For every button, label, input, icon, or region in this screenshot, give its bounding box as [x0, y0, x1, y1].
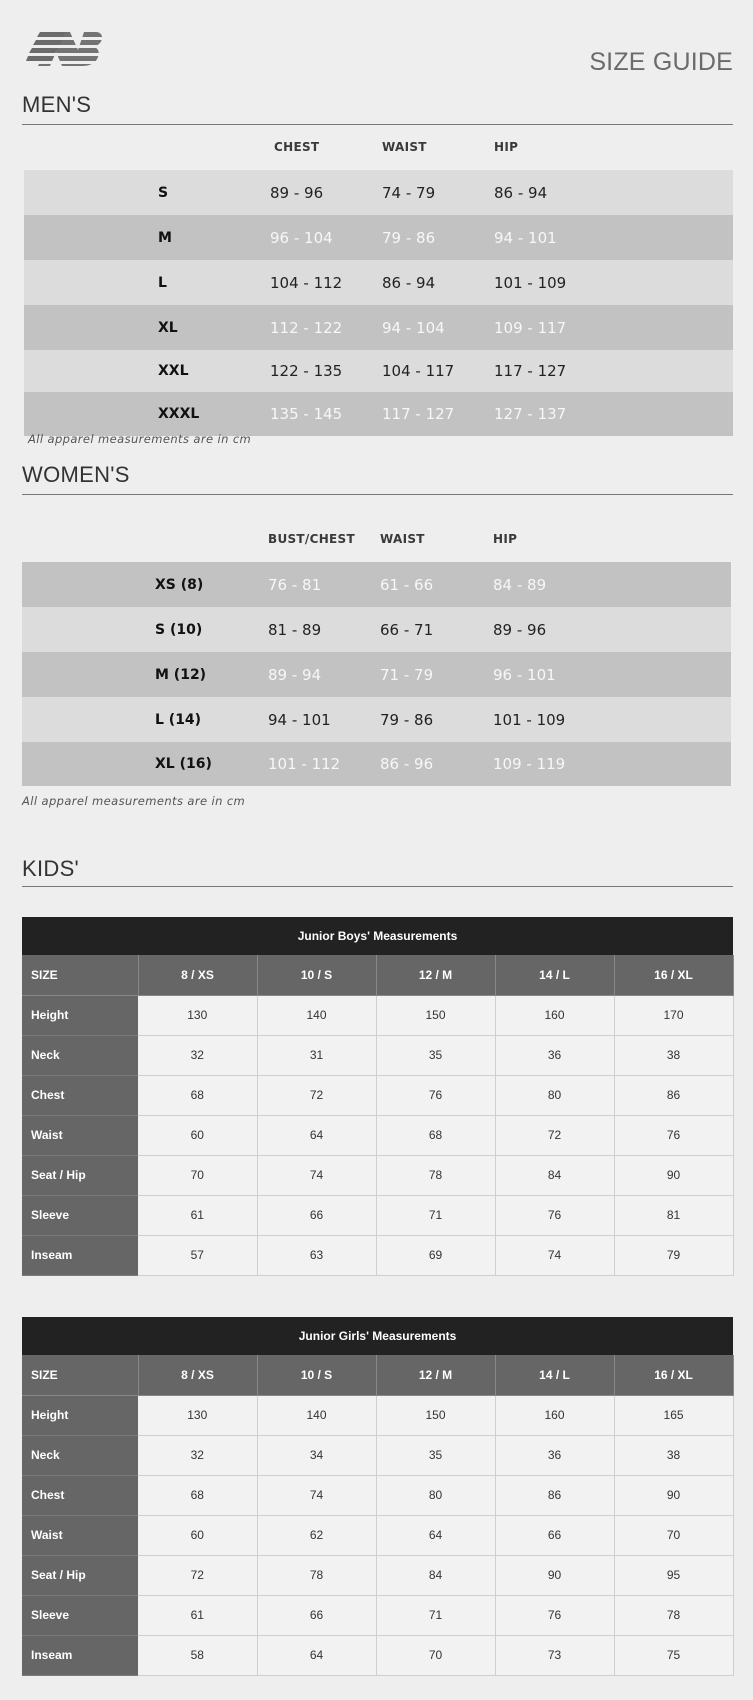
- size-label: L (14): [155, 711, 202, 728]
- size-column-header: 14 / L: [495, 955, 614, 995]
- waist-value: 86 - 96: [380, 755, 434, 773]
- womens-col-hip: HIP: [493, 532, 518, 546]
- measurement-value: 74: [257, 1155, 376, 1195]
- chest-value: 104 - 112: [270, 273, 343, 292]
- measurement-value: 76: [614, 1115, 733, 1155]
- measurement-value: 71: [376, 1195, 495, 1235]
- measurement-label: Inseam: [22, 1635, 138, 1675]
- measurement-value: 38: [614, 1035, 733, 1075]
- womens-size-row: [22, 697, 731, 742]
- measurement-value: 90: [614, 1155, 733, 1195]
- mens-size-row: [24, 215, 733, 260]
- mens-size-row: [24, 170, 733, 215]
- waist-value: 61 - 66: [380, 575, 434, 594]
- table-row: [22, 1435, 733, 1475]
- measurement-value: 75: [614, 1635, 733, 1675]
- kids-table-title: Junior Girls' Measurements: [22, 1317, 733, 1355]
- waist-value: 71 - 79: [380, 665, 434, 684]
- measurement-value: 69: [376, 1235, 495, 1275]
- measurement-label: Waist: [22, 1515, 138, 1555]
- size-label: M (12): [155, 666, 207, 683]
- table-row: [22, 1115, 733, 1155]
- size-column-header: 8 / XS: [138, 1355, 257, 1395]
- hip-value: 117 - 127: [494, 362, 567, 380]
- page-title: SIZE GUIDE: [589, 48, 733, 76]
- measurement-label: Chest: [22, 1475, 138, 1515]
- measurement-label: Sleeve: [22, 1595, 138, 1635]
- junior-girls-table: [22, 1317, 734, 1676]
- size-column-header: SIZE: [22, 955, 138, 995]
- bust-chest-value: 89 - 94: [268, 665, 322, 684]
- mens-col-hip: HIP: [494, 140, 519, 154]
- measurement-value: 70: [614, 1515, 733, 1555]
- measurement-value: 86: [614, 1075, 733, 1115]
- table-row: [22, 1075, 733, 1115]
- measurement-value: 35: [376, 1035, 495, 1075]
- waist-value: 79 - 86: [380, 710, 434, 729]
- size-label: S: [158, 184, 169, 201]
- measurement-value: 150: [376, 1395, 495, 1435]
- bust-chest-value: 94 - 101: [268, 710, 331, 729]
- measurement-value: 76: [495, 1595, 614, 1635]
- measurement-value: 72: [495, 1115, 614, 1155]
- measurement-value: 72: [257, 1075, 376, 1115]
- measurement-value: 95: [614, 1555, 733, 1595]
- size-column-header: 12 / M: [376, 955, 495, 995]
- measurement-value: 62: [257, 1515, 376, 1555]
- measurement-label: Seat / Hip: [22, 1155, 138, 1195]
- waist-value: 104 - 117: [382, 362, 455, 380]
- size-label: L: [158, 274, 167, 291]
- measurement-label: Height: [22, 1395, 138, 1435]
- measurement-label: Neck: [22, 1035, 138, 1075]
- size-column-header: 10 / S: [257, 955, 376, 995]
- measurement-value: 34: [257, 1435, 376, 1475]
- size-label: XS (8): [155, 576, 204, 593]
- hip-value: 86 - 94: [494, 183, 548, 202]
- measurement-value: 61: [138, 1195, 257, 1235]
- measurement-value: 76: [495, 1195, 614, 1235]
- kids-section-title: KIDS': [22, 856, 80, 881]
- measurement-value: 90: [614, 1475, 733, 1515]
- measurement-value: 130: [138, 995, 257, 1035]
- measurement-value: 79: [614, 1235, 733, 1275]
- table-row: [22, 1635, 733, 1675]
- measurement-value: 78: [376, 1155, 495, 1195]
- measurement-value: 81: [614, 1195, 733, 1235]
- measurement-value: 130: [138, 1395, 257, 1435]
- measurement-value: 73: [495, 1635, 614, 1675]
- bust-chest-value: 81 - 89: [268, 620, 322, 639]
- measurement-value: 78: [614, 1595, 733, 1635]
- womens-divider: [22, 494, 733, 495]
- measurement-value: 35: [376, 1435, 495, 1475]
- size-label: XL (16): [155, 756, 212, 772]
- table-row: [22, 1235, 733, 1275]
- kids-divider: [22, 886, 733, 887]
- measurement-value: 66: [257, 1595, 376, 1635]
- measurement-value: 140: [257, 1395, 376, 1435]
- measurement-value: 72: [138, 1555, 257, 1595]
- womens-size-row: [22, 652, 731, 697]
- measurement-value: 60: [138, 1115, 257, 1155]
- chest-value: 135 - 145: [270, 405, 343, 423]
- measurement-value: 58: [138, 1635, 257, 1675]
- measurement-value: 68: [138, 1475, 257, 1515]
- measurement-value: 38: [614, 1435, 733, 1475]
- hip-value: 89 - 96: [493, 620, 547, 639]
- waist-value: 94 - 104: [382, 318, 445, 337]
- table-row: [22, 1195, 733, 1235]
- measurement-value: 160: [495, 995, 614, 1035]
- measurement-value: 32: [138, 1035, 257, 1075]
- measurement-value: 170: [614, 995, 733, 1035]
- size-label: XXL: [158, 363, 189, 379]
- measurement-value: 66: [257, 1195, 376, 1235]
- waist-value: 86 - 94: [382, 273, 436, 292]
- mens-size-table: [24, 140, 733, 436]
- measurement-value: 84: [376, 1555, 495, 1595]
- size-column-header: 16 / XL: [614, 1355, 733, 1395]
- measurement-value: 36: [495, 1435, 614, 1475]
- measurement-value: 68: [376, 1115, 495, 1155]
- womens-col-waist: WAIST: [380, 532, 425, 546]
- measurement-value: 60: [138, 1515, 257, 1555]
- measurement-value: 74: [257, 1475, 376, 1515]
- table-row: [22, 995, 733, 1035]
- womens-size-row: [22, 607, 731, 652]
- chest-value: 89 - 96: [270, 183, 324, 202]
- waist-value: 117 - 127: [382, 405, 455, 423]
- measurement-value: 86: [495, 1475, 614, 1515]
- hip-value: 94 - 101: [494, 228, 557, 247]
- table-row: [22, 1395, 733, 1435]
- measurement-value: 84: [495, 1155, 614, 1195]
- measurement-value: 78: [257, 1555, 376, 1595]
- measurement-label: Seat / Hip: [22, 1555, 138, 1595]
- womens-section-title: WOMEN'S: [22, 462, 130, 487]
- measurement-value: 70: [376, 1635, 495, 1675]
- hip-value: 127 - 137: [494, 405, 567, 423]
- bust-chest-value: 76 - 81: [268, 575, 322, 594]
- measurement-value: 68: [138, 1075, 257, 1115]
- measurement-value: 165: [614, 1395, 733, 1435]
- mens-divider: [22, 124, 733, 125]
- measurement-value: 64: [376, 1515, 495, 1555]
- size-label: S (10): [155, 621, 203, 638]
- size-label: XL: [158, 319, 178, 336]
- mens-size-row: [24, 392, 733, 436]
- mens-size-row: [24, 260, 733, 305]
- measurement-value: 76: [376, 1075, 495, 1115]
- womens-table-header: [22, 532, 731, 562]
- measurement-label: Sleeve: [22, 1195, 138, 1235]
- hip-value: 109 - 119: [493, 755, 566, 773]
- measurement-value: 71: [376, 1595, 495, 1635]
- womens-note: All apparel measurements are in cm: [22, 794, 246, 808]
- chest-value: 122 - 135: [270, 362, 343, 380]
- hip-value: 109 - 117: [494, 318, 567, 337]
- hip-value: 101 - 109: [494, 273, 567, 292]
- size-column-header: 8 / XS: [138, 955, 257, 995]
- size-column-header: SIZE: [22, 1355, 138, 1395]
- measurement-value: 80: [495, 1075, 614, 1115]
- chest-value: 96 - 104: [270, 228, 333, 247]
- measurement-value: 150: [376, 995, 495, 1035]
- measurement-value: 66: [495, 1515, 614, 1555]
- hip-value: 101 - 109: [493, 710, 566, 729]
- size-column-header: 14 / L: [495, 1355, 614, 1395]
- measurement-value: 70: [138, 1155, 257, 1195]
- mens-note: All apparel measurements are in cm: [28, 432, 252, 446]
- waist-value: 66 - 71: [380, 620, 434, 639]
- mens-size-row: [24, 350, 733, 392]
- size-label: M: [158, 229, 172, 246]
- hip-value: 84 - 89: [493, 575, 547, 594]
- hip-value: 96 - 101: [493, 665, 556, 684]
- chest-value: 112 - 122: [270, 318, 343, 337]
- measurement-value: 61: [138, 1595, 257, 1635]
- mens-section-title: MEN'S: [22, 92, 92, 117]
- size-label: XXXL: [158, 406, 200, 422]
- junior-boys-table: [22, 917, 734, 1276]
- measurement-label: Waist: [22, 1115, 138, 1155]
- size-column-header: 10 / S: [257, 1355, 376, 1395]
- mens-table-header: [24, 140, 733, 170]
- kids-table-title: Junior Boys' Measurements: [22, 917, 733, 955]
- measurement-value: 32: [138, 1435, 257, 1475]
- measurement-value: 160: [495, 1395, 614, 1435]
- waist-value: 74 - 79: [382, 183, 436, 202]
- mens-size-row: [24, 305, 733, 350]
- womens-size-row: [22, 562, 731, 607]
- measurement-value: 57: [138, 1235, 257, 1275]
- measurement-value: 74: [495, 1235, 614, 1275]
- table-row: [22, 1035, 733, 1075]
- mens-col-waist: WAIST: [382, 140, 427, 154]
- measurement-value: 90: [495, 1555, 614, 1595]
- measurement-value: 64: [257, 1635, 376, 1675]
- table-row: [22, 1595, 733, 1635]
- measurement-label: Neck: [22, 1435, 138, 1475]
- measurement-label: Height: [22, 995, 138, 1035]
- mens-col-chest: CHEST: [274, 140, 320, 154]
- measurement-value: 63: [257, 1235, 376, 1275]
- bust-chest-value: 101 - 112: [268, 755, 341, 773]
- table-row: [22, 1555, 733, 1595]
- measurement-value: 80: [376, 1475, 495, 1515]
- table-row: [22, 1155, 733, 1195]
- womens-size-table: [22, 532, 731, 786]
- measurement-value: 64: [257, 1115, 376, 1155]
- table-row: [22, 1515, 733, 1555]
- size-column-header: 16 / XL: [614, 955, 733, 995]
- size-column-header: 12 / M: [376, 1355, 495, 1395]
- measurement-value: 140: [257, 995, 376, 1035]
- waist-value: 79 - 86: [382, 228, 436, 247]
- measurement-value: 31: [257, 1035, 376, 1075]
- new-balance-nb-logo-icon: [26, 30, 102, 68]
- measurement-value: 36: [495, 1035, 614, 1075]
- measurement-label: Inseam: [22, 1235, 138, 1275]
- measurement-label: Chest: [22, 1075, 138, 1115]
- table-row: [22, 1475, 733, 1515]
- womens-size-row: [22, 742, 731, 786]
- womens-col-bust-chest: BUST/CHEST: [268, 532, 355, 546]
